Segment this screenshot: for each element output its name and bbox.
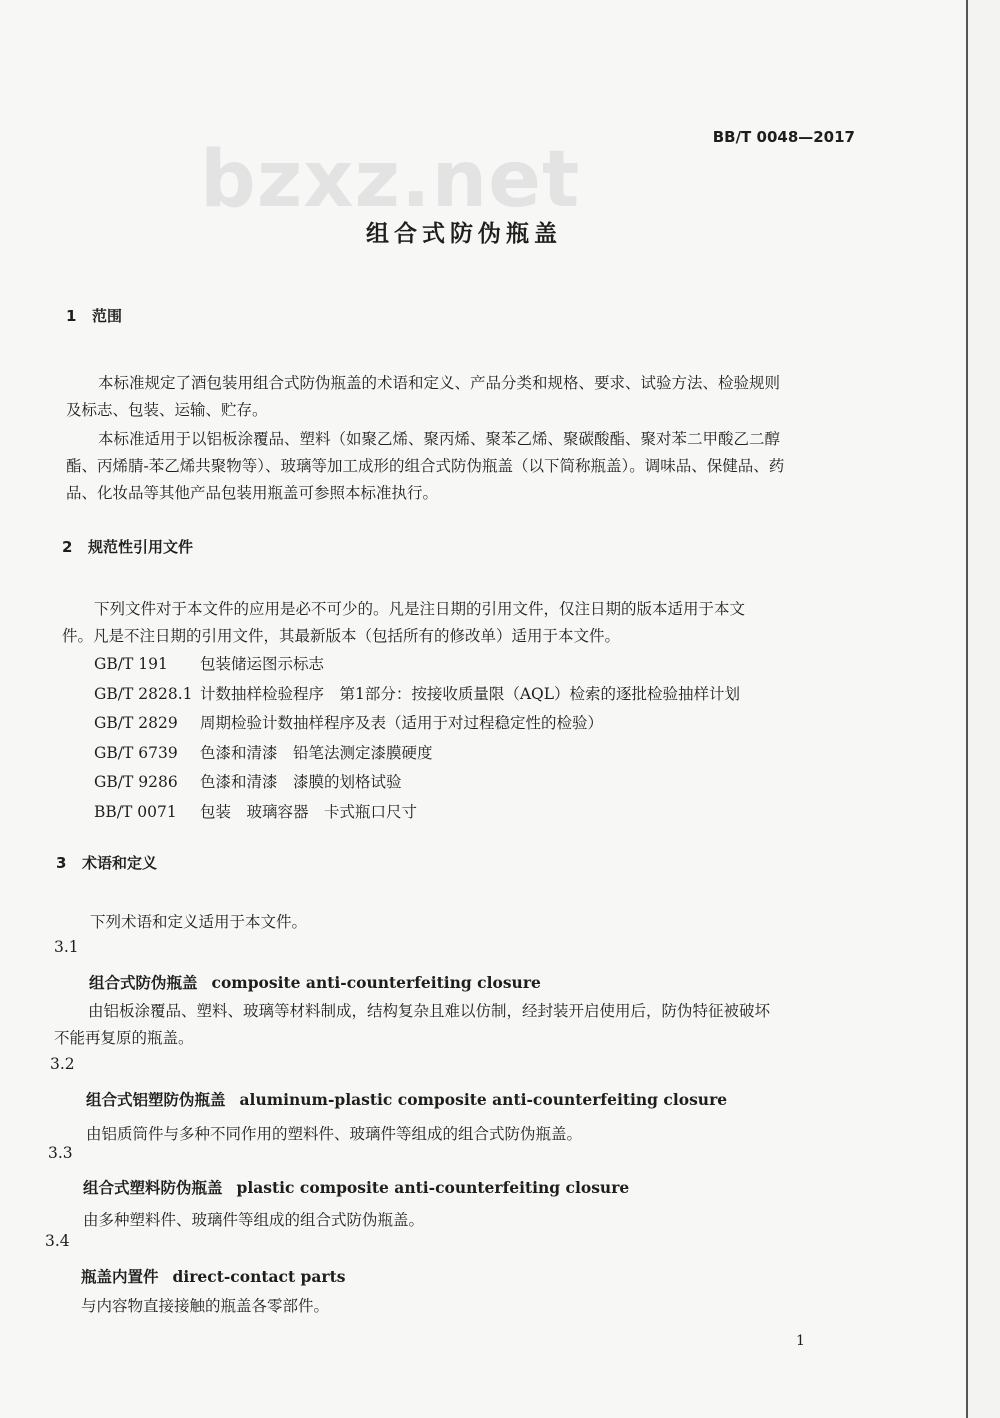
text-line: 由铝板涂覆品、塑料、玻璃等材料制成，结构复杂且难以仿制，经封装开启使用后，防伪特征被破坏 bbox=[88, 1002, 771, 1020]
term-number: 3.2 bbox=[50, 1055, 75, 1073]
reference-title: 周期检验计数抽样程序及表（适用于对过程稳定性的检验） bbox=[200, 714, 604, 732]
reference-code: GB/T 6739 bbox=[94, 743, 178, 762]
section-1-para-2 bbox=[66, 426, 866, 507]
page-edge bbox=[966, 0, 1000, 1418]
section-title: 术语和定义 bbox=[82, 854, 158, 872]
section-number: 1 bbox=[66, 307, 77, 325]
section-title: 范围 bbox=[92, 307, 123, 325]
term-number: 3.1 bbox=[54, 938, 79, 956]
term-chinese: 瓶盖内置件 bbox=[81, 1268, 159, 1286]
reference-item bbox=[94, 650, 854, 680]
section-2-heading bbox=[62, 536, 193, 557]
section-1-heading bbox=[66, 305, 122, 326]
term-english: aluminum-plastic composite anti-counterfeiting closure bbox=[239, 1090, 728, 1109]
reference-code: BB/T 0071 bbox=[94, 802, 177, 821]
section-number: 3 bbox=[56, 854, 67, 872]
term-number: 3.3 bbox=[48, 1144, 73, 1162]
term-number: 3.4 bbox=[45, 1232, 70, 1250]
reference-code: GB/T 9286 bbox=[94, 773, 178, 791]
reference-item bbox=[94, 709, 854, 739]
term-english: direct-contact parts bbox=[172, 1267, 346, 1286]
reference-item bbox=[94, 768, 854, 798]
term-chinese: 组合式防伪瓶盖 bbox=[89, 974, 198, 992]
text-line: 件。凡是不注日期的引用文件，其最新版本（包括所有的修改单）适用于本文件。 bbox=[62, 627, 621, 645]
reference-title: 计数抽样检验程序 第1部分：按接收质量限（AQL）检索的逐批检验抽样计划 bbox=[200, 684, 741, 703]
term-heading bbox=[86, 1088, 727, 1110]
term-heading bbox=[81, 1265, 345, 1287]
section-3-heading bbox=[56, 852, 157, 873]
standard-number: BB/T 0048—2017 bbox=[712, 128, 855, 146]
reference-code: GB/T 2829 bbox=[94, 714, 178, 732]
section-3-intro: 下列术语和定义适用于本文件。 bbox=[90, 913, 308, 931]
reference-item bbox=[94, 739, 854, 769]
term-definition: 与内容物直接接触的瓶盖各零部件。 bbox=[81, 1297, 330, 1315]
term-english: plastic composite anti-counterfeiting closure bbox=[236, 1178, 630, 1197]
text-line: 及标志、包装、运输、贮存。 bbox=[66, 401, 268, 419]
term-heading bbox=[83, 1176, 629, 1198]
reference-title: 色漆和清漆 漆膜的划格试验 bbox=[200, 773, 402, 791]
section-1-para-1 bbox=[66, 370, 866, 424]
reference-title: 包装储运图示标志 bbox=[200, 655, 325, 673]
term-heading bbox=[89, 971, 541, 993]
term-definition: 由铝质筒件与多种不同作用的塑料件、玻璃件等组成的组合式防伪瓶盖。 bbox=[86, 1125, 583, 1143]
term-definition bbox=[54, 998, 854, 1052]
reference-code: GB/T 2828.1 bbox=[94, 684, 193, 703]
text-line: 不能再复原的瓶盖。 bbox=[54, 1029, 194, 1047]
section-title: 规范性引用文件 bbox=[88, 538, 194, 556]
term-chinese: 组合式铝塑防伪瓶盖 bbox=[86, 1091, 226, 1109]
section-number: 2 bbox=[62, 538, 73, 556]
reference-code: GB/T 191 bbox=[94, 655, 168, 673]
term-english: composite anti-counterfeiting closure bbox=[211, 973, 541, 992]
document-title: 组合式防伪瓶盖 bbox=[366, 221, 562, 247]
term-definition: 由多种塑料件、玻璃件等组成的组合式防伪瓶盖。 bbox=[83, 1211, 425, 1229]
term-chinese: 组合式塑料防伪瓶盖 bbox=[83, 1179, 223, 1197]
watermark: bzxz.net bbox=[200, 135, 581, 225]
reference-item bbox=[94, 798, 854, 828]
page-number: 1 bbox=[796, 1333, 805, 1349]
reference-title: 包装 玻璃容器 卡式瓶口尺寸 bbox=[200, 802, 418, 821]
text-line: 本标准适用于以铝板涂覆品、塑料（如聚乙烯、聚丙烯、聚苯乙烯、聚碳酸酯、聚对苯二甲酸乙二醇 bbox=[98, 430, 781, 448]
reference-list bbox=[94, 650, 854, 827]
text-line: 本标准规定了酒包装用组合式防伪瓶盖的术语和定义、产品分类和规格、要求、试验方法、检验规则 bbox=[98, 374, 781, 392]
text-line: 下列文件对于本文件的应用是必不可少的。凡是注日期的引用文件，仅注日期的版本适用于本文 bbox=[94, 600, 746, 618]
text-line: 酯、丙烯腈-苯乙烯共聚物等）、玻璃等加工成形的组合式防伪瓶盖（以下简称瓶盖）。调味品、保健品、药 bbox=[66, 457, 785, 475]
section-2-intro bbox=[62, 596, 862, 650]
text-line: 品、化妆品等其他产品包装用瓶盖可参照本标准执行。 bbox=[66, 484, 439, 502]
reference-item bbox=[94, 680, 854, 710]
reference-title: 色漆和清漆 铅笔法测定漆膜硬度 bbox=[200, 743, 433, 762]
